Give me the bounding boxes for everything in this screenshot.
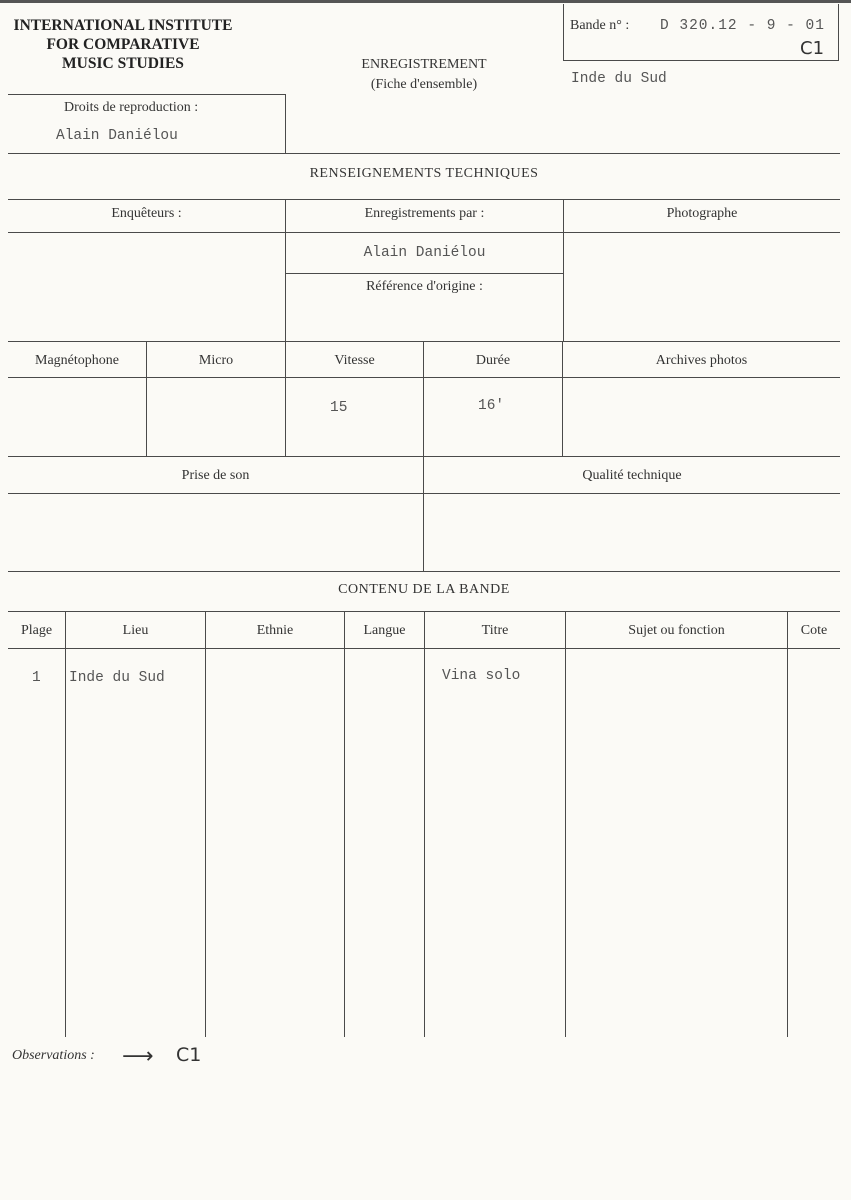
prise-label: Prise de son <box>181 468 250 483</box>
archives-label: Archives photos <box>655 353 748 368</box>
content-col-divider-3 <box>344 612 345 1037</box>
institute-line-2: FOR COMPARATIVE <box>46 36 200 53</box>
column-header-ethnie: Ethnie <box>256 623 294 638</box>
qualite-label: Qualité technique <box>582 468 682 483</box>
magnetophone-label: Magnétophone <box>35 353 119 368</box>
content-col-divider-5 <box>565 612 566 1037</box>
observations-arrow: ⟶ <box>122 1044 154 1069</box>
droits-label: Droits de reproduction : <box>64 100 199 115</box>
bande-box-right <box>838 4 839 61</box>
top-edge <box>0 0 851 3</box>
tech-section-title: RENSEIGNEMENTS TECHNIQUES <box>309 166 539 181</box>
photographe-label: Photographe <box>666 206 738 221</box>
content-section-title: CONTENU DE LA BANDE <box>338 582 510 597</box>
rule-content-top <box>8 571 840 572</box>
column-header-titre: Titre <box>481 623 509 638</box>
institute-line-3: MUSIC STUDIES <box>62 55 184 72</box>
vitesse-value: 15 <box>330 400 348 416</box>
observations-value: C1 <box>176 1044 202 1066</box>
form-title: ENREGISTREMENT <box>361 57 487 72</box>
droits-box-top <box>8 94 286 95</box>
column-header-plage: Plage <box>20 623 53 638</box>
bande-number: D 320.12 - 9 - 01 <box>660 18 825 34</box>
row-titre: Vina solo <box>442 668 521 684</box>
content-col-divider-1 <box>65 612 66 1037</box>
bande-box-left <box>563 4 564 61</box>
column-header-langue: Langue <box>363 623 406 638</box>
enqueteurs-label: Enquêteurs : <box>111 206 182 221</box>
content-col-divider-4 <box>424 612 425 1037</box>
bande-box-bottom <box>563 60 839 61</box>
bande-hand-note: C1 <box>800 38 825 59</box>
micro-label: Micro <box>198 353 234 368</box>
column-header-sujet: Sujet ou fonction <box>628 623 725 638</box>
droits-value: Alain Daniélou <box>56 128 178 144</box>
content-col-divider-6 <box>787 612 788 1037</box>
form-subtitle: (Fiche d'ensemble) <box>370 77 478 92</box>
row-lieu: Inde du Sud <box>69 670 165 686</box>
column-header-cote: Cote <box>800 623 828 638</box>
region: Inde du Sud <box>571 71 667 87</box>
reference-label: Référence d'origine : <box>366 279 483 294</box>
bande-label: Bande n° : <box>570 18 630 33</box>
rule-tech-top <box>8 153 840 154</box>
column-header-lieu: Lieu <box>122 623 149 638</box>
row-plage: 1 <box>32 670 41 686</box>
rule-tech-header-top <box>8 199 840 200</box>
droits-box-right <box>285 94 286 154</box>
duree-label: Durée <box>475 353 511 368</box>
institute-line-1: INTERNATIONAL INSTITUTE <box>13 17 233 34</box>
observations-label: Observations : <box>12 1048 95 1063</box>
institute-name <box>8 16 238 73</box>
vitesse-label: Vitesse <box>334 353 375 368</box>
enregistrements-value: Alain Daniélou <box>363 245 486 261</box>
rule-tech-header-bottom <box>8 232 840 233</box>
duree-value: 16' <box>478 398 505 414</box>
rule-reference-top <box>286 273 563 274</box>
content-col-divider-2 <box>205 612 206 1037</box>
enregistrements-label: Enregistrements par : <box>364 206 485 221</box>
